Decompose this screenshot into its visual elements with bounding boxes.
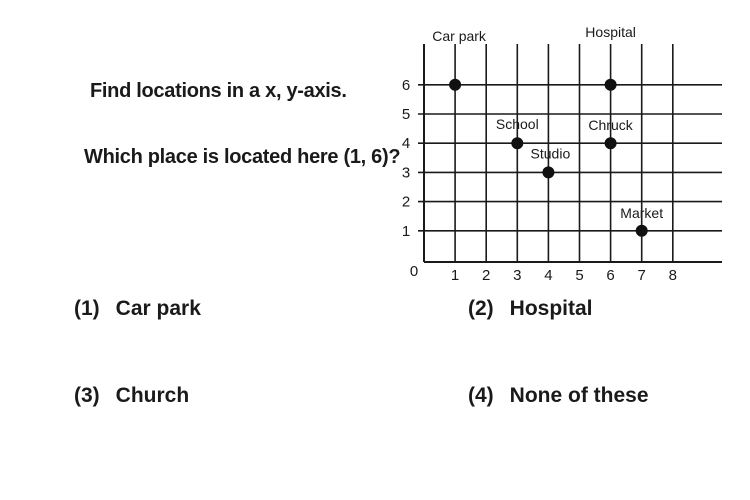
x-tick-label-3: 3 [513,267,522,284]
x-tick-label-7: 7 [637,267,646,284]
y-tick-label-1: 1 [401,222,411,240]
point-hospital [605,79,617,91]
option-4[interactable] [468,384,649,408]
point-label-studio: Studio [530,145,571,162]
option-4-number: (4) [468,384,494,407]
point-market [636,225,648,237]
x-tick-label-2: 2 [482,267,491,284]
x-tick-label-6: 6 [606,267,615,284]
x-tick-label-8: 8 [668,267,677,284]
y-tick-label-5: 5 [401,106,411,123]
option-2-number: (2) [468,297,494,320]
point-label-school: School [495,116,539,133]
option-3-text: Church [115,384,190,407]
y-tick-label-2: 2 [401,193,411,211]
x-tick-label-1: 1 [450,267,460,284]
point-school [511,137,523,149]
option-3[interactable] [74,384,189,408]
point-studio [542,166,554,178]
option-1[interactable] [74,297,201,321]
option-2[interactable] [468,297,593,321]
option-1-number: (1) [74,297,100,320]
origin-label: 0 [409,263,419,280]
point-label-chruck: Chruck [588,117,633,134]
point-label-car-park: Car park [432,27,486,44]
option-1-text: Car park [115,297,201,320]
point-chruck [605,137,617,149]
y-tick-label-6: 6 [401,76,411,94]
question-title: Find locations in a x, y-axis. [90,80,347,102]
point-label-hospital: Hospital [585,23,636,40]
option-4-text: None of these [509,384,649,407]
option-3-number: (3) [74,384,100,407]
question-prompt: Which place is located here (1, 6)? [84,146,401,168]
grid-tick-labels [402,77,677,284]
point-car-park [449,79,461,91]
y-tick-label-4: 4 [401,135,411,153]
x-tick-label-4: 4 [544,267,553,284]
option-2-text: Hospital [509,297,593,320]
y-tick-label-3: 3 [401,164,411,182]
point-label-market: Market [620,204,664,221]
x-tick-label-5: 5 [575,267,584,284]
